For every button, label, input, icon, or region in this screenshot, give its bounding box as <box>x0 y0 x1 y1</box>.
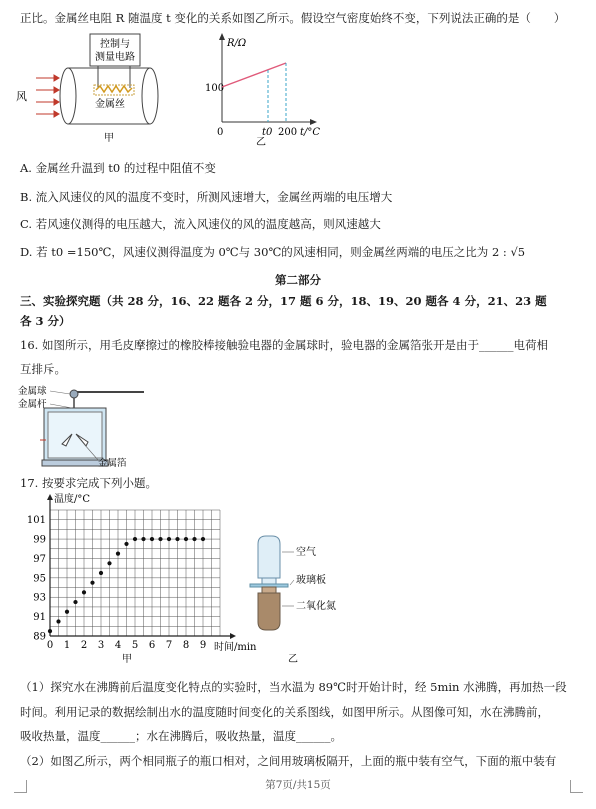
y-tick-label: 91 <box>33 612 46 624</box>
data-point <box>90 581 94 585</box>
section-heading-1: 三、实验探究题（共 28 分，16、22 题各 2 分，17 题 6 分，18、19、20 题各 4 分，21、23 题 <box>20 294 547 308</box>
gas-diffusion-figure <box>244 530 364 670</box>
data-point <box>82 590 86 594</box>
graph-y-value: 100 <box>205 83 225 94</box>
q17-part1-line1: （1）探究水在沸腾前后温度变化特点的实验时，当水温为 89℃时开始计时，经 5min 水沸腾，再加热一段 <box>20 680 567 694</box>
fig1-caption-a: 甲 <box>104 133 114 144</box>
q17-part2-line1: （2）如图乙所示，两个相同瓶子的瓶口相对，之间用玻璃板隔开，上面的瓶中装有空气，下面的瓶中装有 <box>20 754 557 768</box>
graph-x-200: 200 <box>278 127 298 138</box>
data-point <box>107 561 111 565</box>
wire-label: 金属丝 <box>95 99 125 110</box>
y-tick-label: 95 <box>33 573 46 585</box>
data-point <box>133 537 137 541</box>
x-tick-label: 0 <box>46 640 54 651</box>
option-a: A. 金属丝升温到 t0 的过程中阻值不变 <box>20 161 216 175</box>
graph-x-label: t/°C <box>300 127 321 138</box>
option-b: B. 流入风速仪的风的温度不变时，所测风速增大，金属丝两端的电压增大 <box>20 190 393 204</box>
label-foil: 金属箔 <box>98 458 127 469</box>
y-tick-label: 101 <box>26 515 46 527</box>
y-tick-label: 97 <box>33 553 46 565</box>
data-point <box>124 542 128 546</box>
wind-arrows <box>36 75 59 117</box>
intro-text: 正比。金属丝电阻 R 随温度 t 变化的关系如图乙所示。假设空气密度始终不变，下列说法正确的是（ ） <box>20 11 566 25</box>
box-label-2: 测量电路 <box>95 52 135 63</box>
data-point <box>150 537 154 541</box>
electroscope-figure <box>14 382 154 472</box>
y-axis-arrow <box>47 494 53 500</box>
label-no2: 二氧化氮 <box>296 601 336 612</box>
x-tick-label: 2 <box>80 640 88 651</box>
section-title: 第二部分 <box>275 273 321 287</box>
x-tick-label: 7 <box>165 640 173 651</box>
q16-line2: 互排斥。 <box>20 362 66 376</box>
section-heading-2: 各 3 分） <box>20 314 71 328</box>
graph-x-origin: 0 <box>217 127 224 138</box>
chart-caption: 甲 <box>122 654 132 665</box>
label-air: 空气 <box>296 547 316 558</box>
data-point <box>175 537 179 541</box>
fig2-caption: 乙 <box>288 654 298 665</box>
data-point <box>141 537 145 541</box>
data-point <box>65 610 69 614</box>
page-footer: 第7页/共15页 <box>265 779 331 791</box>
x-tick-label: 8 <box>182 640 190 651</box>
wind-gauge-figure <box>14 30 184 148</box>
y-tick-label: 93 <box>33 592 46 604</box>
data-point <box>116 552 120 556</box>
data-point <box>167 537 171 541</box>
data-point <box>99 571 103 575</box>
graph-y-label: R/Ω <box>227 38 247 49</box>
q17-part1-line3: 吸收热量，温度______；水在沸腾后，吸收热量，温度______。 <box>20 729 342 743</box>
label-rod: 金属杆 <box>18 399 47 410</box>
label-ball: 金属球 <box>18 386 47 397</box>
label-glass: 玻璃板 <box>296 575 326 586</box>
option-d: D. 若 t0 =150℃，风速仪测得温度为 0℃与 30℃的风速相同，则金属丝两端的电压之比为 2 : √5 <box>20 245 526 259</box>
x-tick-label: 1 <box>63 640 71 651</box>
graph-x-t0: t0 <box>262 127 273 138</box>
data-point <box>73 600 77 604</box>
data-point <box>192 537 196 541</box>
x-tick-label: 3 <box>97 640 105 651</box>
box-label-1: 控制与 <box>100 39 130 50</box>
temperature-chart <box>20 494 257 668</box>
q17-part1-line2: 时间。利用记录的数据绘制出水的温度随时间变化的关系图线，如图甲所示。从图像可知，水在沸腾前， <box>20 705 549 719</box>
q17-stem: 17. 按要求完成下列小题。 <box>20 476 157 490</box>
x-tick-label: 9 <box>199 640 207 651</box>
option-c: C. 若风速仪测得的电压越大，流入风速仪的风的温度越高，则风速越大 <box>20 217 381 231</box>
x-axis-label: 时间/min <box>214 642 257 653</box>
y-tick-label: 99 <box>33 534 46 546</box>
fig1-caption-b: 乙 <box>256 137 266 148</box>
x-tick-label: 6 <box>148 640 156 651</box>
resistance-graph <box>200 30 330 148</box>
q16-line1: 16. 如图所示，用毛皮摩擦过的橡胶棒接触验电器的金属球时，验电器的金属箔张开是由于______电荷相 <box>20 338 548 352</box>
wind-label: 风 <box>16 90 27 103</box>
data-point <box>201 537 205 541</box>
x-tick-label: 5 <box>131 640 139 651</box>
y-tick-label: 89 <box>33 631 46 643</box>
x-tick-label: 4 <box>114 640 122 651</box>
data-point <box>48 629 52 633</box>
x-axis-arrow <box>230 633 236 639</box>
data-point <box>184 537 188 541</box>
data-point <box>158 537 162 541</box>
data-point <box>56 619 60 623</box>
y-axis-label: 温度/°C <box>54 494 91 505</box>
